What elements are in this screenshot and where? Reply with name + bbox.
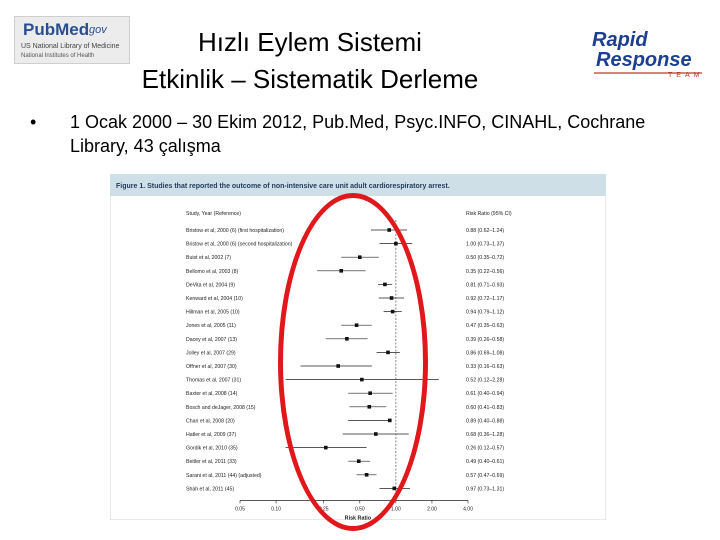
risk-ratio-label: 0.49 (0.40–0.61)	[466, 459, 505, 466]
rapid-response-logo	[588, 26, 708, 82]
bullet-text: 1 Ocak 2000 – 30 Ekim 2012, Pub.Med, Psyc.INFO, CINAHL, Cochrane Library, 43 çalışma	[70, 112, 646, 156]
risk-ratio-label: 1.00 (0.73–1.37)	[466, 241, 505, 248]
column-header-risk-ratio: Risk Ratio (95% CI)	[466, 211, 512, 217]
study-label: Bosch and deJager, 2008 (15)	[186, 404, 256, 411]
highlight-oval	[278, 193, 428, 531]
study-label: Thomas et al, 2007 (31)	[186, 377, 242, 384]
slide-title-line1: Hızlı Eylem Sistemi	[198, 27, 422, 57]
x-tick-label: 0.25	[318, 506, 329, 513]
study-label: Dacey et al, 2007 (13)	[186, 336, 238, 343]
risk-ratio-label: 0.35 (0.22–0.56)	[466, 268, 505, 275]
study-label: Bellomo et al, 2003 (8)	[186, 268, 239, 275]
risk-ratio-label: 0.81 (0.71–0.93)	[466, 282, 505, 289]
x-axis-label: Risk Ratio	[344, 515, 372, 520]
risk-ratio-label: 0.26 (0.12–0.57)	[466, 445, 505, 452]
study-label: Beitler et al, 2011 (33)	[186, 459, 237, 466]
study-label: DeVita et al, 2004 (9)	[186, 282, 235, 289]
risk-ratio-label: 0.94 (0.79–1.12)	[466, 309, 505, 316]
risk-ratio-label: 0.68 (0.36–1.28)	[466, 432, 505, 438]
rr-logo-team: TEAM	[668, 72, 704, 79]
risk-ratio-label: 0.97 (0.73–1.31)	[466, 486, 505, 493]
column-header-study: Study, Year (Reference)	[186, 211, 241, 217]
risk-ratio-label: 0.60 (0.41–0.83)	[466, 404, 505, 411]
study-label: Gordik et al, 2010 (35)	[186, 445, 238, 452]
risk-ratio-label: 0.47 (0.35–0.63)	[466, 323, 505, 330]
x-tick-label: 0.05	[235, 506, 245, 513]
pubmed-logo-line2: National Institutes of Health	[21, 53, 95, 59]
risk-ratio-label: 0.52 (0.12–2.28)	[466, 377, 505, 384]
study-label: Kenward et al, 2004 (10)	[186, 296, 243, 302]
risk-ratio-label: 0.33 (0.16–0.63)	[466, 364, 505, 370]
figure-caption: Figure 1. Studies that reported the outcome of non-intensive care unit adult cardiorespiratory arrest.	[116, 183, 450, 190]
study-label: Offner et al, 2007 (30)	[186, 364, 237, 370]
x-tick-label: 0.10	[271, 506, 281, 513]
study-label: Bristow et al, 2000 (6) (first hospitalization)	[186, 228, 285, 234]
pubmed-logo-gov: .gov	[86, 24, 107, 36]
risk-ratio-label: 0.86 (0.69–1.08)	[466, 350, 505, 357]
x-tick-label: 2.00	[427, 506, 437, 513]
risk-ratio-label: 0.92 (0.72–1.17)	[466, 296, 505, 302]
rr-logo-rapid: Rapid	[592, 29, 648, 51]
rr-logo-response: Response	[596, 49, 692, 71]
bullet-marker: •	[30, 112, 37, 132]
risk-ratio-label: 0.57 (0.47–0.69)	[466, 472, 505, 479]
study-label: Hillman et al, 2005 (10)	[186, 309, 240, 316]
pubmed-logo-word: PubMed	[23, 20, 90, 39]
study-label: Jones et al, 2005 (11)	[186, 323, 236, 330]
study-label: Buist et al, 2002 (7)	[186, 255, 231, 262]
study-label: Hatler et al, 2009 (37)	[186, 432, 237, 438]
study-label: Baxter et al, 2008 (14)	[186, 391, 238, 398]
risk-ratio-label: 0.39 (0.26–0.58)	[466, 336, 505, 343]
risk-ratio-label: 0.50 (0.35–0.72)	[466, 255, 505, 262]
risk-ratio-label: 0.61 (0.40–0.94)	[466, 391, 505, 398]
risk-ratio-label: 0.88 (0.62–1.24)	[466, 228, 505, 234]
study-label: Shah et al, 2011 (45)	[186, 486, 235, 493]
study-label: Jolley et al, 2007 (29)	[186, 350, 236, 357]
x-tick-label: 0.50	[354, 506, 365, 513]
x-tick-label: 1.00	[391, 506, 401, 513]
pubmed-logo-line1: US National Library of Medicine	[21, 43, 120, 50]
slide-title-line2: Etkinlik – Sistematik Derleme	[141, 64, 479, 94]
study-label: Bristow et al, 2000 (6) (second hospitalization)	[186, 241, 293, 248]
study-label: Chan et al, 2008 (20)	[186, 418, 235, 425]
risk-ratio-label: 0.89 (0.40–0.88)	[466, 418, 505, 425]
study-label: Sarani et al, 2011 (44) (adjusted)	[186, 472, 262, 479]
x-tick-label: 4.00	[463, 506, 473, 513]
